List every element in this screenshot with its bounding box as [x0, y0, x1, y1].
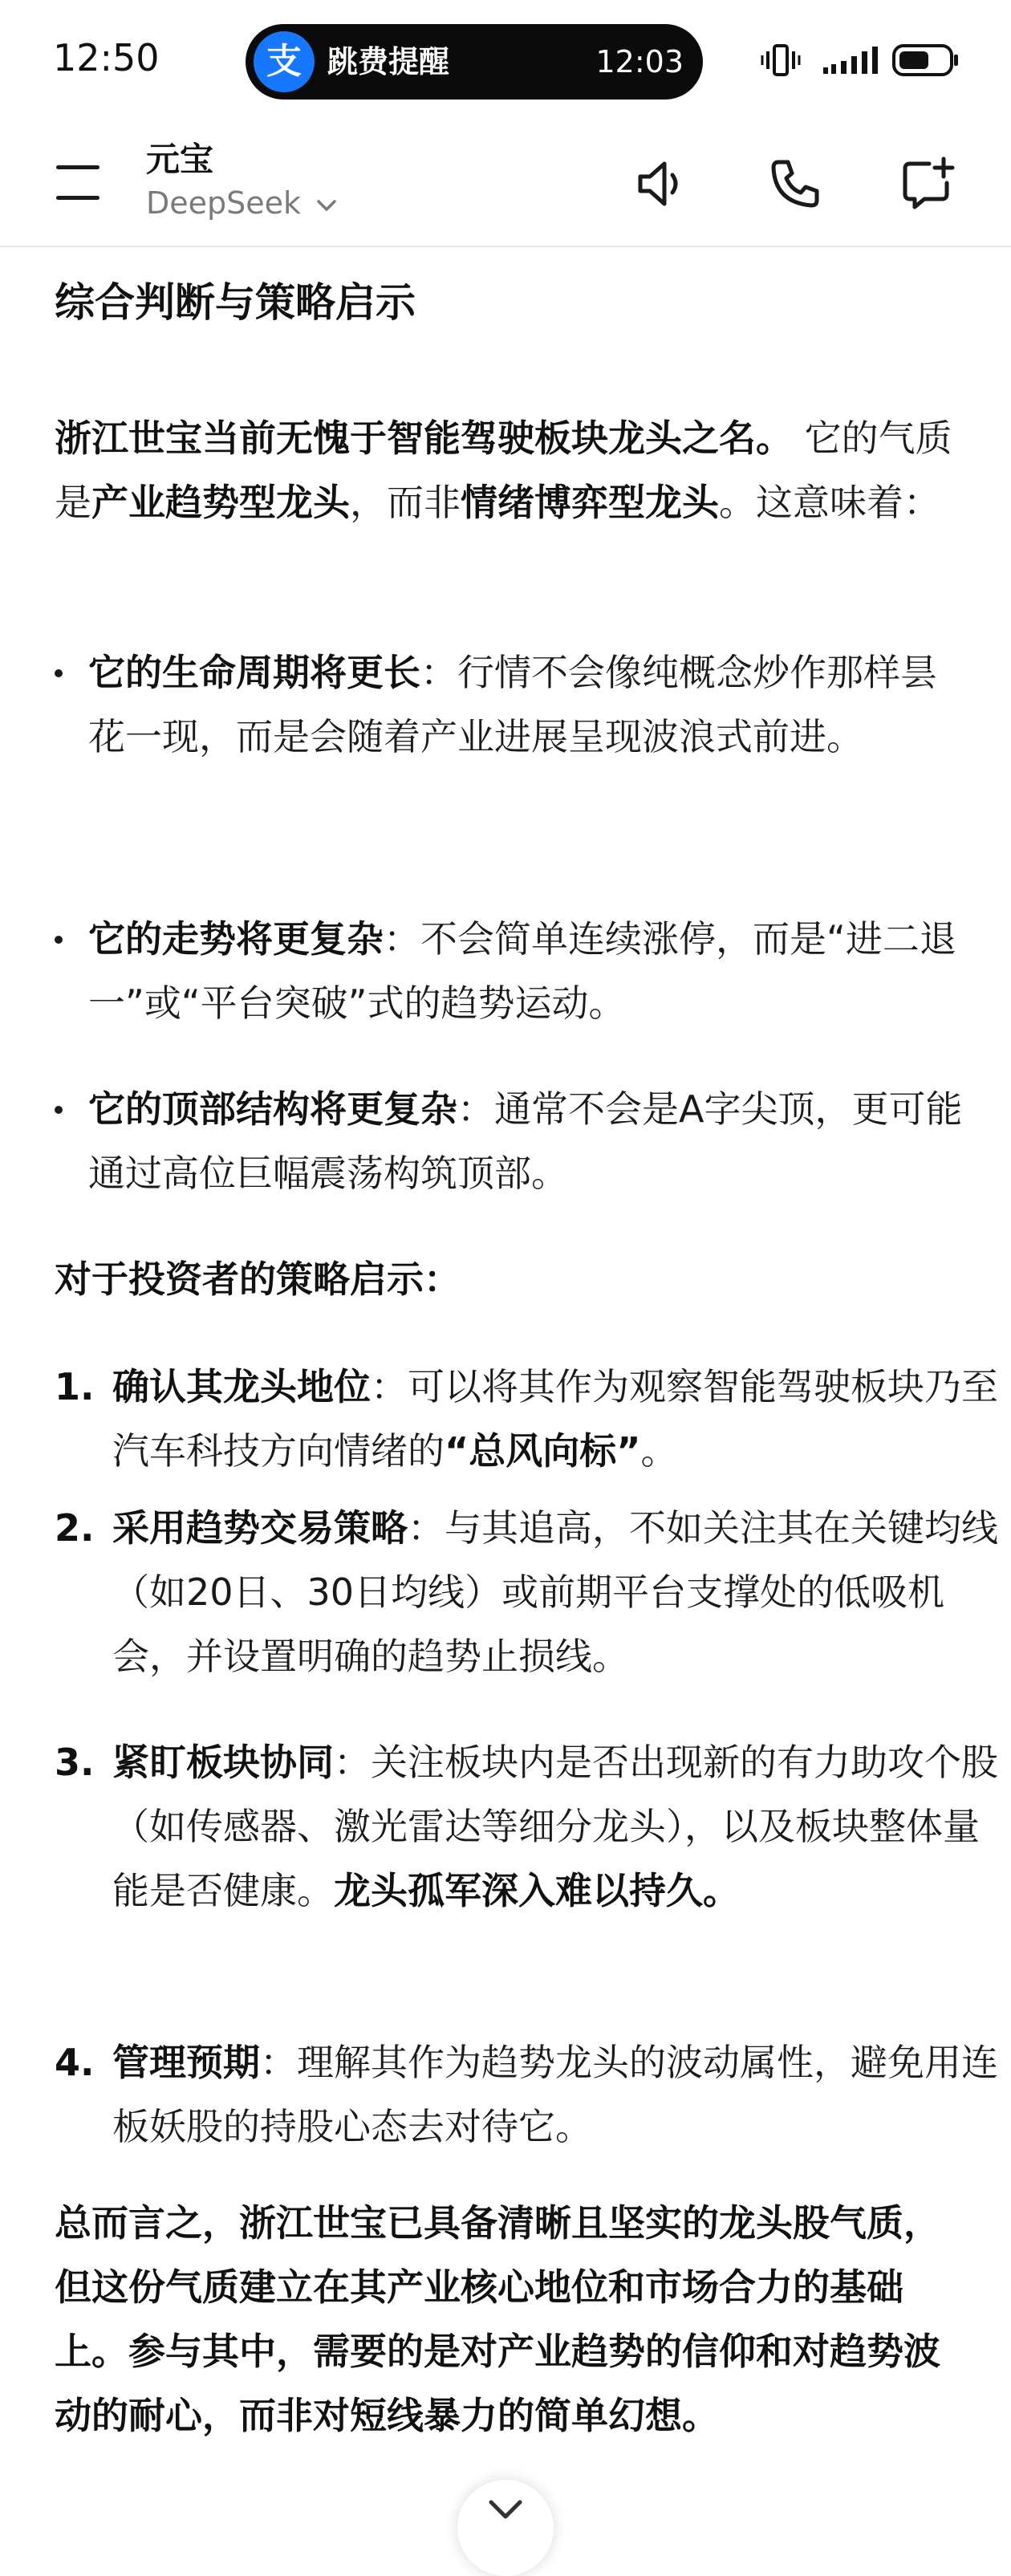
item-text: ：关注板块内是否出现新的有力助攻个股（如传感器、激光雷达等细分龙头），以及板块整体量能是否健康。	[112, 1741, 998, 1912]
intro-bold: 浙江世宝当前无愧于智能驾驶板块龙头之名。	[55, 416, 793, 460]
bullet-bold: 它的顶部结构将更复杂	[88, 1087, 457, 1131]
notification-time: 12:03	[595, 44, 684, 79]
battery-icon	[892, 43, 960, 77]
strategy-heading: 对于投资者的策略启示：	[55, 1258, 461, 1301]
section-title: 综合判断与策略启示	[55, 279, 416, 326]
item-number: 3.	[55, 1741, 95, 1784]
title-block[interactable]	[146, 138, 338, 221]
notification-pill[interactable]	[246, 24, 703, 100]
alipay-icon: 支	[254, 31, 315, 92]
new-chat-button[interactable]	[889, 144, 966, 221]
bullet-text: ：不会简单连续涨停，而是“进二退一”或“平台突破”式的趋势运动。	[88, 917, 956, 1025]
conclusion-paragraph: 总而言之，浙江世宝已具备清晰且坚实的龙头股气质，但这份气质建立在其产业核心地位和市场合力的基础上。参与其中，需要的是对产业趋势的信仰和对趋势波动的耐心，而非对短线暴力的简单幻想。	[55, 2201, 940, 2437]
intro-paragraph	[55, 406, 961, 534]
bullet-text: ：通常不会是A字尖顶，更可能通过高位巨幅震荡构筑顶部。	[88, 1087, 963, 1195]
chevron-down-icon	[315, 197, 338, 213]
item-bold-2: 龙头孤军深入难以持久。	[334, 1869, 740, 1912]
item-text-2: 。	[640, 1429, 678, 1473]
status-time: 12:50	[53, 36, 160, 79]
notification-label: 跳费提醒	[327, 44, 450, 79]
call-button[interactable]	[756, 144, 833, 221]
model-name: DeepSeek	[146, 185, 302, 221]
app-title: 元宝	[146, 140, 214, 179]
speaker-icon	[632, 156, 688, 212]
bullet-dot	[55, 669, 63, 677]
item-bold: 紧盯板块协同	[112, 1741, 334, 1784]
intro-text-2: ，而非	[350, 481, 461, 524]
bullet-dot	[55, 1106, 63, 1114]
bullet-dot	[55, 936, 63, 944]
vibrate-icon	[761, 43, 801, 77]
bullet-text: ：行情不会像纯概念炒作那样昙花一现，而是会随着产业进展呈现波浪式前进。	[88, 651, 937, 758]
item-bold: 采用趋势交易策略	[112, 1506, 408, 1550]
bullet-bold: 它的走势将更复杂	[88, 917, 384, 961]
intro-bold-2: 产业趋势型龙头	[91, 481, 350, 524]
status-bar	[0, 0, 1011, 120]
intro-bold-3: 情绪博弈型龙头	[461, 481, 719, 524]
speaker-button[interactable]	[621, 144, 698, 221]
item-number: 2.	[55, 1506, 95, 1550]
model-selector[interactable]	[146, 185, 338, 221]
item-text: ：与其追高，不如关注其在关键均线（如20日、30日均线）或前期平台支撑处的低吸机会，并设置明确的趋势止损线。	[112, 1506, 998, 1678]
signal-icon	[822, 45, 883, 77]
item-bold: 确认其龙头地位	[112, 1365, 371, 1408]
new-chat-icon	[900, 156, 956, 212]
item-number: 4.	[55, 2041, 95, 2084]
item-bold: 管理预期	[112, 2041, 260, 2084]
app-header	[0, 120, 1011, 247]
bullet-bold: 它的生命周期将更长	[88, 651, 420, 694]
item-number: 1.	[55, 1365, 95, 1408]
phone-icon	[767, 156, 823, 212]
scroll-to-bottom-button[interactable]	[457, 2480, 554, 2576]
item-text: ：理解其作为趋势龙头的波动属性，避免用连板妖股的持股心态去对待它。	[112, 2041, 998, 2148]
item-text: ：可以将其作为观察智能驾驶板块乃至汽车科技方向情绪的	[112, 1365, 998, 1473]
intro-text-1: 它的气质是	[55, 416, 952, 524]
item-bold-2: “总风向标”	[445, 1429, 641, 1473]
scroll-down-icon	[486, 2497, 525, 2521]
intro-text-3: 。这意味着：	[719, 481, 940, 524]
chat-response	[0, 246, 1011, 2513]
menu-icon[interactable]	[53, 162, 106, 204]
